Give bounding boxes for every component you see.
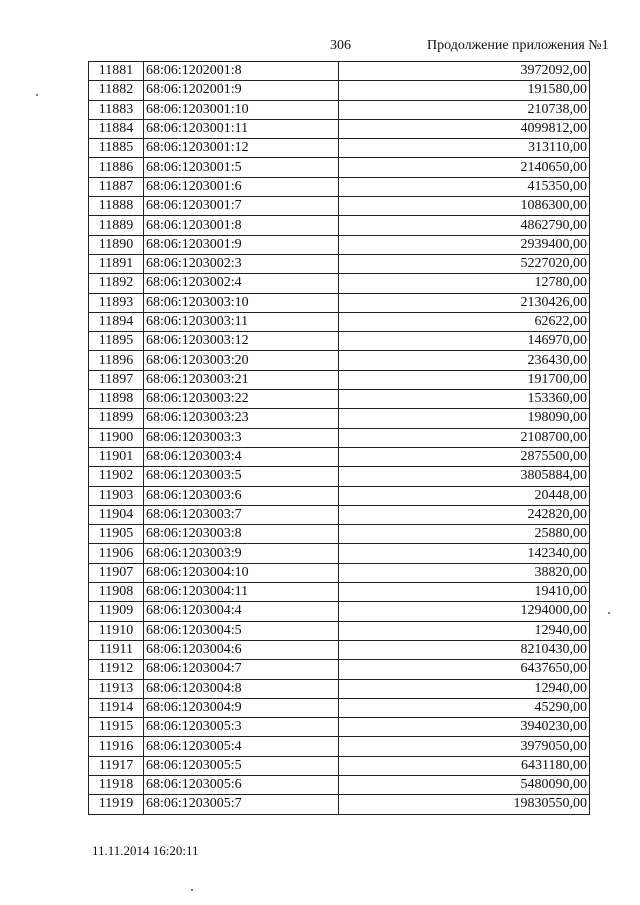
- cadastral-value-cell: 146970,00: [339, 332, 590, 351]
- table-row: [89, 100, 590, 119]
- row-number-cell: 11905: [89, 525, 144, 544]
- cadastral-number-cell: 68:06:1203001:8: [144, 216, 339, 235]
- cadastral-value-cell: 19830550,00: [339, 795, 590, 814]
- table-row: [89, 235, 590, 254]
- table-row: [89, 332, 590, 351]
- cadastral-number-cell: 68:06:1203004:8: [144, 679, 339, 698]
- table-row: [89, 312, 590, 331]
- cadastral-value-cell: 6431180,00: [339, 756, 590, 775]
- cadastral-number-cell: 68:06:1203004:4: [144, 602, 339, 621]
- row-number-cell: 11912: [89, 660, 144, 679]
- cadastral-number-cell: 68:06:1203003:3: [144, 428, 339, 447]
- table-row: [89, 525, 590, 544]
- cadastral-value-cell: 45290,00: [339, 698, 590, 717]
- table-row: [89, 390, 590, 409]
- cadastral-number-cell: 68:06:1203003:7: [144, 505, 339, 524]
- cadastral-number-cell: 68:06:1203001:11: [144, 119, 339, 138]
- table-row: [89, 486, 590, 505]
- appendix-continuation-label: Продолжение приложения №1: [427, 38, 609, 53]
- cadastral-value-cell: 6437650,00: [339, 660, 590, 679]
- cadastral-number-cell: 68:06:1203002:3: [144, 254, 339, 273]
- row-number-cell: 11887: [89, 177, 144, 196]
- row-number-cell: 11882: [89, 81, 144, 100]
- table-row: [89, 370, 590, 389]
- table-row: [89, 81, 590, 100]
- row-number-cell: 11893: [89, 293, 144, 312]
- cadastral-number-cell: 68:06:1203004:9: [144, 698, 339, 717]
- cadastral-number-cell: 68:06:1203003:22: [144, 390, 339, 409]
- cadastral-number-cell: 68:06:1203003:5: [144, 467, 339, 486]
- cadastral-value-cell: 3805884,00: [339, 467, 590, 486]
- cadastral-value-cell: 12940,00: [339, 621, 590, 640]
- cadastral-number-cell: 68:06:1203003:23: [144, 409, 339, 428]
- row-number-cell: 11889: [89, 216, 144, 235]
- cadastral-value-cell: 2939400,00: [339, 235, 590, 254]
- cadastral-number-cell: 68:06:1203005:3: [144, 718, 339, 737]
- row-number-cell: 11902: [89, 467, 144, 486]
- cadastral-value-cell: 1294000,00: [339, 602, 590, 621]
- row-number-cell: 11901: [89, 447, 144, 466]
- table-row: [89, 197, 590, 216]
- row-number-cell: 11915: [89, 718, 144, 737]
- table-row: [89, 139, 590, 158]
- cadastral-number-cell: 68:06:1203004:10: [144, 563, 339, 582]
- cadastral-number-cell: 68:06:1203002:4: [144, 274, 339, 293]
- row-number-cell: 11895: [89, 332, 144, 351]
- cadastral-number-cell: 68:06:1203005:7: [144, 795, 339, 814]
- cadastral-value-cell: 3972092,00: [339, 62, 590, 81]
- cadastral-number-cell: 68:06:1203003:8: [144, 525, 339, 544]
- row-number-cell: 11917: [89, 756, 144, 775]
- table-row: [89, 447, 590, 466]
- cadastral-number-cell: 68:06:1203005:4: [144, 737, 339, 756]
- table-row: [89, 409, 590, 428]
- cadastral-number-cell: 68:06:1202001:9: [144, 81, 339, 100]
- cadastral-value-cell: 4099812,00: [339, 119, 590, 138]
- table-row: [89, 158, 590, 177]
- table-row: [89, 119, 590, 138]
- cadastral-number-cell: 68:06:1203005:5: [144, 756, 339, 775]
- cadastral-number-cell: 68:06:1202001:8: [144, 62, 339, 81]
- row-number-cell: 11897: [89, 370, 144, 389]
- row-number-cell: 11907: [89, 563, 144, 582]
- table-body: [89, 62, 590, 815]
- cadastral-value-cell: 1086300,00: [339, 197, 590, 216]
- row-number-cell: 11884: [89, 119, 144, 138]
- row-number-cell: 11910: [89, 621, 144, 640]
- table-row: [89, 660, 590, 679]
- row-number-cell: 11896: [89, 351, 144, 370]
- row-number-cell: 11892: [89, 274, 144, 293]
- cadastral-value-cell: 25880,00: [339, 525, 590, 544]
- row-number-cell: 11881: [89, 62, 144, 81]
- row-number-cell: 11911: [89, 640, 144, 659]
- table-row: [89, 351, 590, 370]
- cadastral-number-cell: 68:06:1203001:6: [144, 177, 339, 196]
- row-number-cell: 11886: [89, 158, 144, 177]
- table-row: [89, 621, 590, 640]
- row-number-cell: 11888: [89, 197, 144, 216]
- row-number-cell: 11918: [89, 775, 144, 794]
- cadastral-number-cell: 68:06:1203004:7: [144, 660, 339, 679]
- table-row: [89, 505, 590, 524]
- print-timestamp: 11.11.2014 16:20:11: [92, 843, 199, 858]
- table-row: [89, 602, 590, 621]
- cadastral-value-cell: 3979050,00: [339, 737, 590, 756]
- table-row: [89, 544, 590, 563]
- table-row: [89, 467, 590, 486]
- cadastral-value-cell: 191700,00: [339, 370, 590, 389]
- cadastral-value-cell: 210738,00: [339, 100, 590, 119]
- table-row: [89, 216, 590, 235]
- cadastral-number-cell: 68:06:1203004:11: [144, 583, 339, 602]
- cadastral-value-cell: 12940,00: [339, 679, 590, 698]
- cadastral-number-cell: 68:06:1203003:20: [144, 351, 339, 370]
- row-number-cell: 11919: [89, 795, 144, 814]
- cadastral-value-cell: 62622,00: [339, 312, 590, 331]
- cadastral-number-cell: 68:06:1203003:21: [144, 370, 339, 389]
- cadastral-value-cell: 38820,00: [339, 563, 590, 582]
- row-number-cell: 11891: [89, 254, 144, 273]
- cadastral-value-cell: 19410,00: [339, 583, 590, 602]
- cadastral-value-cell: 8210430,00: [339, 640, 590, 659]
- row-number-cell: 11904: [89, 505, 144, 524]
- cadastral-value-cell: 3940230,00: [339, 718, 590, 737]
- cadastral-number-cell: 68:06:1203001:10: [144, 100, 339, 119]
- cadastral-value-cell: 2130426,00: [339, 293, 590, 312]
- cadastral-number-cell: 68:06:1203001:5: [144, 158, 339, 177]
- cadastral-number-cell: 68:06:1203003:12: [144, 332, 339, 351]
- table-row: [89, 698, 590, 717]
- cadastral-number-cell: 68:06:1203005:6: [144, 775, 339, 794]
- cadastral-value-cell: 242820,00: [339, 505, 590, 524]
- table-row: [89, 795, 590, 814]
- cadastral-value-cell: 5480090,00: [339, 775, 590, 794]
- scan-speck: [191, 889, 193, 891]
- cadastral-number-cell: 68:06:1203003:6: [144, 486, 339, 505]
- cadastral-value-cell: 153360,00: [339, 390, 590, 409]
- cadastral-value-cell: 313110,00: [339, 139, 590, 158]
- cadastral-value-cell: 4862790,00: [339, 216, 590, 235]
- cadastral-value-table: [88, 61, 590, 815]
- table-row: [89, 177, 590, 196]
- table-row: [89, 679, 590, 698]
- cadastral-number-cell: 68:06:1203004:6: [144, 640, 339, 659]
- row-number-cell: 11900: [89, 428, 144, 447]
- row-number-cell: 11894: [89, 312, 144, 331]
- cadastral-number-cell: 68:06:1203004:5: [144, 621, 339, 640]
- row-number-cell: 11885: [89, 139, 144, 158]
- cadastral-value-cell: 2875500,00: [339, 447, 590, 466]
- cadastral-value-cell: 191580,00: [339, 81, 590, 100]
- row-number-cell: 11883: [89, 100, 144, 119]
- table-row: [89, 62, 590, 81]
- row-number-cell: 11909: [89, 602, 144, 621]
- cadastral-number-cell: 68:06:1203001:9: [144, 235, 339, 254]
- row-number-cell: 11899: [89, 409, 144, 428]
- table-row: [89, 718, 590, 737]
- table-row: [89, 737, 590, 756]
- scan-speck: [608, 612, 610, 614]
- row-number-cell: 11906: [89, 544, 144, 563]
- table-row: [89, 563, 590, 582]
- cadastral-value-cell: 142340,00: [339, 544, 590, 563]
- table-row: [89, 756, 590, 775]
- cadastral-value-cell: 2108700,00: [339, 428, 590, 447]
- cadastral-value-cell: 20448,00: [339, 486, 590, 505]
- cadastral-value-cell: 5227020,00: [339, 254, 590, 273]
- cadastral-number-cell: 68:06:1203001:7: [144, 197, 339, 216]
- table-row: [89, 428, 590, 447]
- cadastral-value-cell: 12780,00: [339, 274, 590, 293]
- row-number-cell: 11908: [89, 583, 144, 602]
- row-number-cell: 11913: [89, 679, 144, 698]
- cadastral-value-cell: 236430,00: [339, 351, 590, 370]
- table-row: [89, 775, 590, 794]
- row-number-cell: 11916: [89, 737, 144, 756]
- row-number-cell: 11890: [89, 235, 144, 254]
- row-number-cell: 11914: [89, 698, 144, 717]
- cadastral-number-cell: 68:06:1203003:11: [144, 312, 339, 331]
- cadastral-number-cell: 68:06:1203003:10: [144, 293, 339, 312]
- cadastral-value-cell: 415350,00: [339, 177, 590, 196]
- cadastral-number-cell: 68:06:1203003:9: [144, 544, 339, 563]
- cadastral-value-cell: 198090,00: [339, 409, 590, 428]
- table-row: [89, 640, 590, 659]
- cadastral-value-cell: 2140650,00: [339, 158, 590, 177]
- page-number: 306: [330, 38, 351, 53]
- table-row: [89, 293, 590, 312]
- row-number-cell: 11898: [89, 390, 144, 409]
- row-number-cell: 11903: [89, 486, 144, 505]
- table-row: [89, 254, 590, 273]
- table-row: [89, 583, 590, 602]
- cadastral-number-cell: 68:06:1203003:4: [144, 447, 339, 466]
- table-row: [89, 274, 590, 293]
- cadastral-number-cell: 68:06:1203001:12: [144, 139, 339, 158]
- scan-speck: [36, 94, 38, 96]
